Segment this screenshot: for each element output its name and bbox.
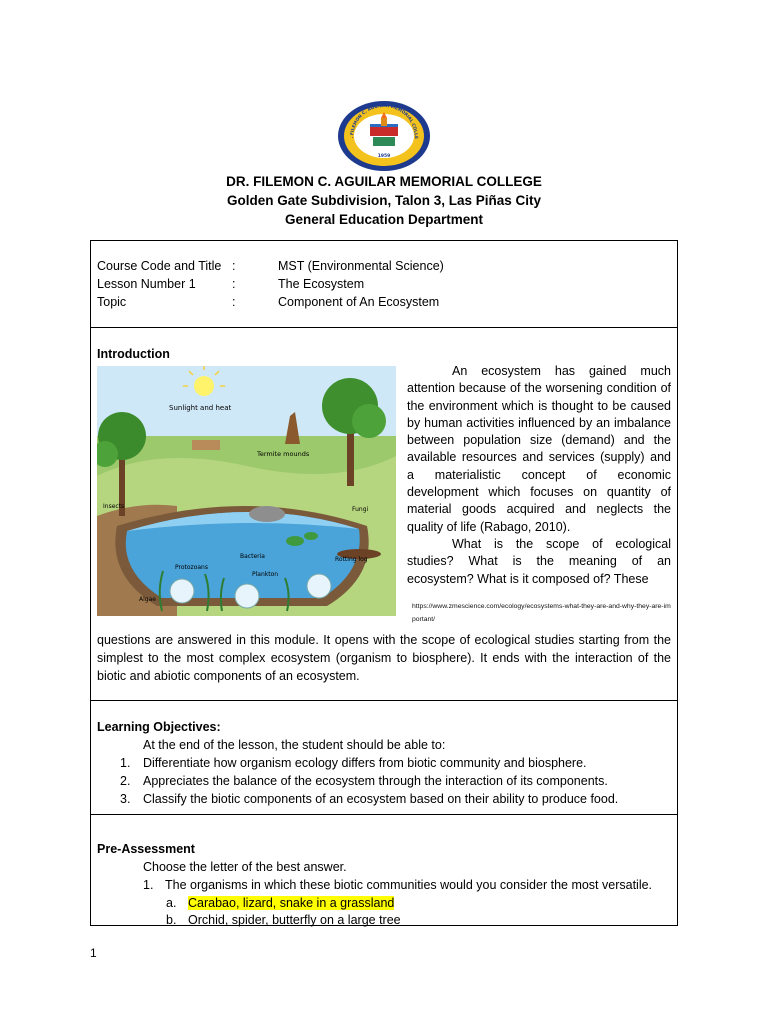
- topic-label: Topic: [97, 295, 127, 309]
- pre-assessment-instruction: Choose the letter of the best answer.: [143, 860, 347, 874]
- svg-text:Bacteria: Bacteria: [240, 553, 265, 560]
- course-code-label: Course Code and Title: [97, 259, 222, 273]
- divider: [90, 700, 678, 701]
- svg-text:Fungi: Fungi: [352, 506, 369, 513]
- svg-text:Algae: Algae: [139, 596, 156, 603]
- svg-text:Insects: Insects: [103, 503, 125, 510]
- lesson-number-value: The Ecosystem: [278, 277, 365, 291]
- svg-text:DR. FILEMON C. AGUILAR MEMORIA: . FILEMON C. AGUILAR MEMORIAL COLLE: [349, 103, 419, 139]
- colon: :: [232, 259, 236, 273]
- svg-text:Rotting log: Rotting log: [335, 556, 368, 563]
- objective-item: Differentiate how organism ecology differs from biotic community and biosphere.: [143, 756, 587, 770]
- intro-continuation: questions are answered in this module. It opens with the scope of ecological studies starting from the simplest to the most complex ecosystem (organism to biosphere). It ends with the interaction of the biotic and abiotic components of an ecosystem.: [97, 633, 671, 683]
- objective-number: 1.: [120, 756, 131, 770]
- choice-letter: a.: [166, 896, 177, 910]
- introduction-text: [407, 363, 671, 588]
- svg-text:Termite mounds: Termite mounds: [257, 450, 310, 458]
- colon: :: [232, 295, 236, 309]
- question-number: 1.: [143, 878, 154, 892]
- objective-item: Appreciates the balance of the ecosystem through the interaction of its components.: [143, 774, 608, 788]
- objective-number: 3.: [120, 792, 131, 806]
- source-url: https://www.zmescience.com/ecology/ecosystems-what-they-are-and-why-they-are-important/: [412, 603, 671, 623]
- department-name: General Education Department: [284, 212, 484, 227]
- objective-number: 2.: [120, 774, 131, 788]
- lesson-number-label: Lesson Number 1: [97, 277, 196, 291]
- svg-text:Protozoans: Protozoans: [175, 564, 208, 571]
- intro-paragraph-2: What is the scope of ecological studies? What is the meaning of an ecosystem? What is it composed of? These: [407, 536, 671, 586]
- choice-a-highlighted: Carabao, lizard, snake in a grassland: [188, 896, 395, 910]
- ecosystem-diagram: [97, 366, 396, 616]
- pre-assessment-heading: Pre-Assessment: [97, 842, 195, 856]
- divider: [90, 814, 678, 815]
- objective-item: Classify the biotic components of an ecosystem based on their ability to produce food.: [143, 792, 619, 806]
- svg-text:1959: 1959: [377, 154, 391, 159]
- introduction-heading: Introduction: [97, 347, 170, 361]
- svg-text:Sunlight and heat: Sunlight and heat: [169, 404, 232, 412]
- page-number: 1: [90, 946, 97, 960]
- objectives-intro: At the end of the lesson, the student should be able to:: [143, 738, 446, 752]
- colon: :: [232, 277, 236, 291]
- divider: [90, 327, 678, 328]
- course-code-value: MST (Environmental Science): [278, 259, 444, 273]
- college-name: DR. FILEMON C. AGUILAR MEMORIAL COLLEGE: [226, 174, 542, 189]
- svg-text:Plankton: Plankton: [252, 571, 279, 578]
- college-seal-logo: [337, 100, 431, 172]
- topic-value: Component of An Ecosystem: [278, 295, 440, 309]
- choice-letter: b.: [166, 913, 177, 927]
- intro-paragraph-1: An ecosystem has gained much attention because of the worsening condition of the environment which is thought to be caused by human activities influenced by an imbalance between population size (demand) and the available resources and services (supply) and a materialistic concept of economic development which focuses on quantity of material goods acquired and neglects the quality of life (Rabago, 2010).: [407, 364, 671, 534]
- objectives-heading: Learning Objectives:: [97, 720, 221, 734]
- choice-b: Orchid, spider, butterfly on a large tree: [188, 913, 401, 927]
- college-address: Golden Gate Subdivision, Talon 3, Las Piñas City: [226, 193, 542, 208]
- question-text: The organisms in which these biotic communities would you consider the most versatile.: [165, 878, 653, 892]
